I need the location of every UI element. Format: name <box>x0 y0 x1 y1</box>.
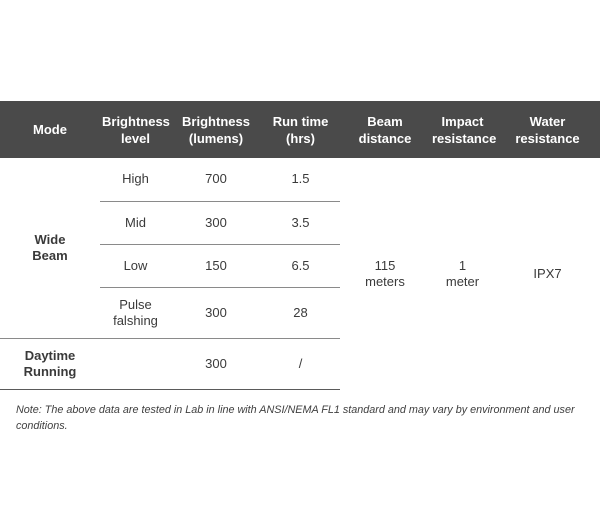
spec-table <box>0 101 600 390</box>
mode-daytime-running: Daytime Running <box>0 338 100 389</box>
brightness-level-cell <box>100 338 171 389</box>
beam-distance-cell: 115 meters <box>365 257 405 289</box>
header-row <box>0 101 600 158</box>
mode-wide-beam: Wide Beam <box>32 231 68 263</box>
brightness-level-cell: Low <box>100 244 171 287</box>
table-row <box>0 158 600 201</box>
lumens-cell: 300 <box>171 338 261 389</box>
water-resistance-cell: IPX7 <box>533 265 562 281</box>
header-water-resistance: Water resistance <box>495 101 600 158</box>
header-mode: Mode <box>0 101 100 158</box>
runtime-cell: 6.5 <box>261 244 340 287</box>
header-brightness-level: Brightness level <box>100 101 171 158</box>
lumens-cell: 700 <box>205 171 227 187</box>
header-impact-resistance: Impact resistance <box>430 101 495 158</box>
brightness-level-cell: Pulse falshing <box>100 287 171 338</box>
runtime-cell: / <box>261 338 340 389</box>
impact-resistance-cell: 1 meter <box>445 257 480 289</box>
runtime-cell: 3.5 <box>261 201 340 244</box>
header-brightness-lumens: Brightness (lumens) <box>171 101 261 158</box>
brightness-level-cell: Mid <box>100 201 171 244</box>
runtime-cell: 1.5 <box>291 171 310 187</box>
runtime-cell: 28 <box>261 287 340 338</box>
header-run-time: Run time (hrs) <box>261 101 340 158</box>
header-beam-distance: Beam distance <box>340 101 430 158</box>
brightness-level-cell: High <box>122 171 149 187</box>
lumens-cell: 150 <box>171 244 261 287</box>
footnote: Note: The above data are tested in Lab in line with ANSI/NEMA FL1 standard and may vary by environment and user conditions. <box>16 404 575 432</box>
lumens-cell: 300 <box>171 201 261 244</box>
lumens-cell: 300 <box>171 287 261 338</box>
